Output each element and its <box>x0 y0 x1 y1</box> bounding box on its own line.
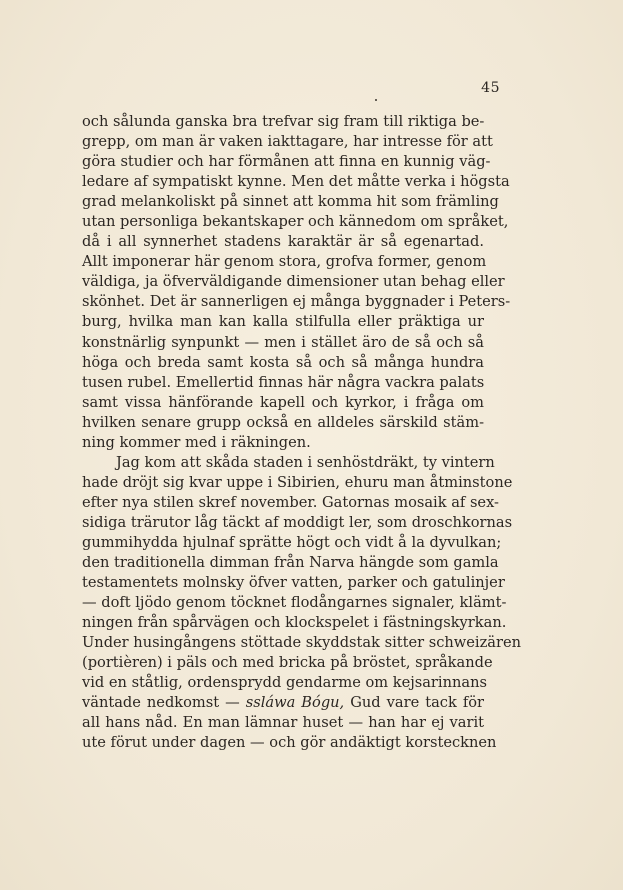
text-line: ningen från spårvägen och klockspelet i fästningskyrkan. <box>82 614 507 632</box>
text-line: Allt imponerar här genom stora, grofva former, genom <box>82 253 487 271</box>
text-line: skönhet. Det är sannerligen ej många byggnader i Peters- <box>82 293 511 311</box>
text-line: den traditionella dimman från Narva hängde som gamla <box>82 554 499 572</box>
text-line: testamentets molnsky öfver vatten, parker och gatulinjer <box>82 574 505 592</box>
text-line: höga och breda samt kosta så och så många hundra <box>82 353 484 371</box>
text-line: grepp, om man är vaken iakttagare, har intresse för att <box>82 133 493 151</box>
text-line: utan personliga bekantskaper och kännedom om språket, <box>82 213 509 231</box>
text-line-paragraph-end: ning kommer med i räkningen. <box>82 433 311 451</box>
text-line: väldiga, ja öfverväldigande dimensioner utan behag eller <box>82 273 505 291</box>
text-line: — doft ljödo genom töcknet flodångarnes signaler, klämt- <box>82 594 507 612</box>
text-line: gummihydda hjulnaf sprätte högt och vidt å la dyvulkan; <box>82 533 502 551</box>
text-line: då i all synnerhet stadens karaktär är så egenartad. <box>82 233 484 251</box>
text-line-paragraph-start: Jag kom att skåda staden i senhöstdräkt, ty vintern <box>116 453 495 471</box>
text-line: efter nya stilen skref november. Gatornas mosaik af sex- <box>82 493 499 511</box>
text-line-with-italic: väntade nedkomst — ssláwa Bógu, Gud vare tack för <box>82 694 484 712</box>
text-line: konstnärlig synpunkt — men i stället äro de så och så <box>82 333 484 351</box>
text-line: ute förut under dagen — och gör andäktigt korstecknen <box>82 734 497 752</box>
text-line: all hans nåd. En man lämnar huset — han har ej varit <box>82 714 484 732</box>
text-line: hade dröjt sig kvar uppe i Sibirien, ehuru man åtminstone <box>82 473 513 491</box>
text-line: samt vissa hänförande kapell och kyrkor, i fråga om <box>82 393 484 411</box>
text-line: ledare af sympatiskt kynne. Men det måtte verka i högsta <box>82 173 510 191</box>
text-line: Under husingångens stöttade skyddstak sitter schweizären <box>82 634 521 652</box>
text-line: burg, hvilka man kan kalla stilfulla eller präktiga ur <box>82 313 484 331</box>
italic-phrase: ssláwa Bógu, <box>245 694 345 712</box>
text-line: göra studier och har förmånen att finna en kunnig väg- <box>82 153 491 171</box>
text-line: och sålunda ganska bra trefvar sig fram till riktiga be- <box>82 113 485 130</box>
paper-speck <box>375 99 377 101</box>
text-line: hvilken senare grupp också en alldeles särskild stäm- <box>82 413 484 431</box>
text-line: sidiga trärutor låg täckt af moddigt ler, som droschkornas <box>82 513 513 531</box>
page-number: 45 <box>481 80 500 96</box>
body-text <box>82 112 521 754</box>
text-line: vid en ståtlig, ordensprydd gendarme om kejsarinnans <box>82 674 487 692</box>
text-line: grad melankoliskt på sinnet att komma hit som främling <box>82 193 499 211</box>
text-line: (portièren) i päls och med bricka på bröstet, språkande <box>82 654 493 672</box>
text-line: tusen rubel. Emellertid finnas här några vackra palats <box>82 373 485 391</box>
